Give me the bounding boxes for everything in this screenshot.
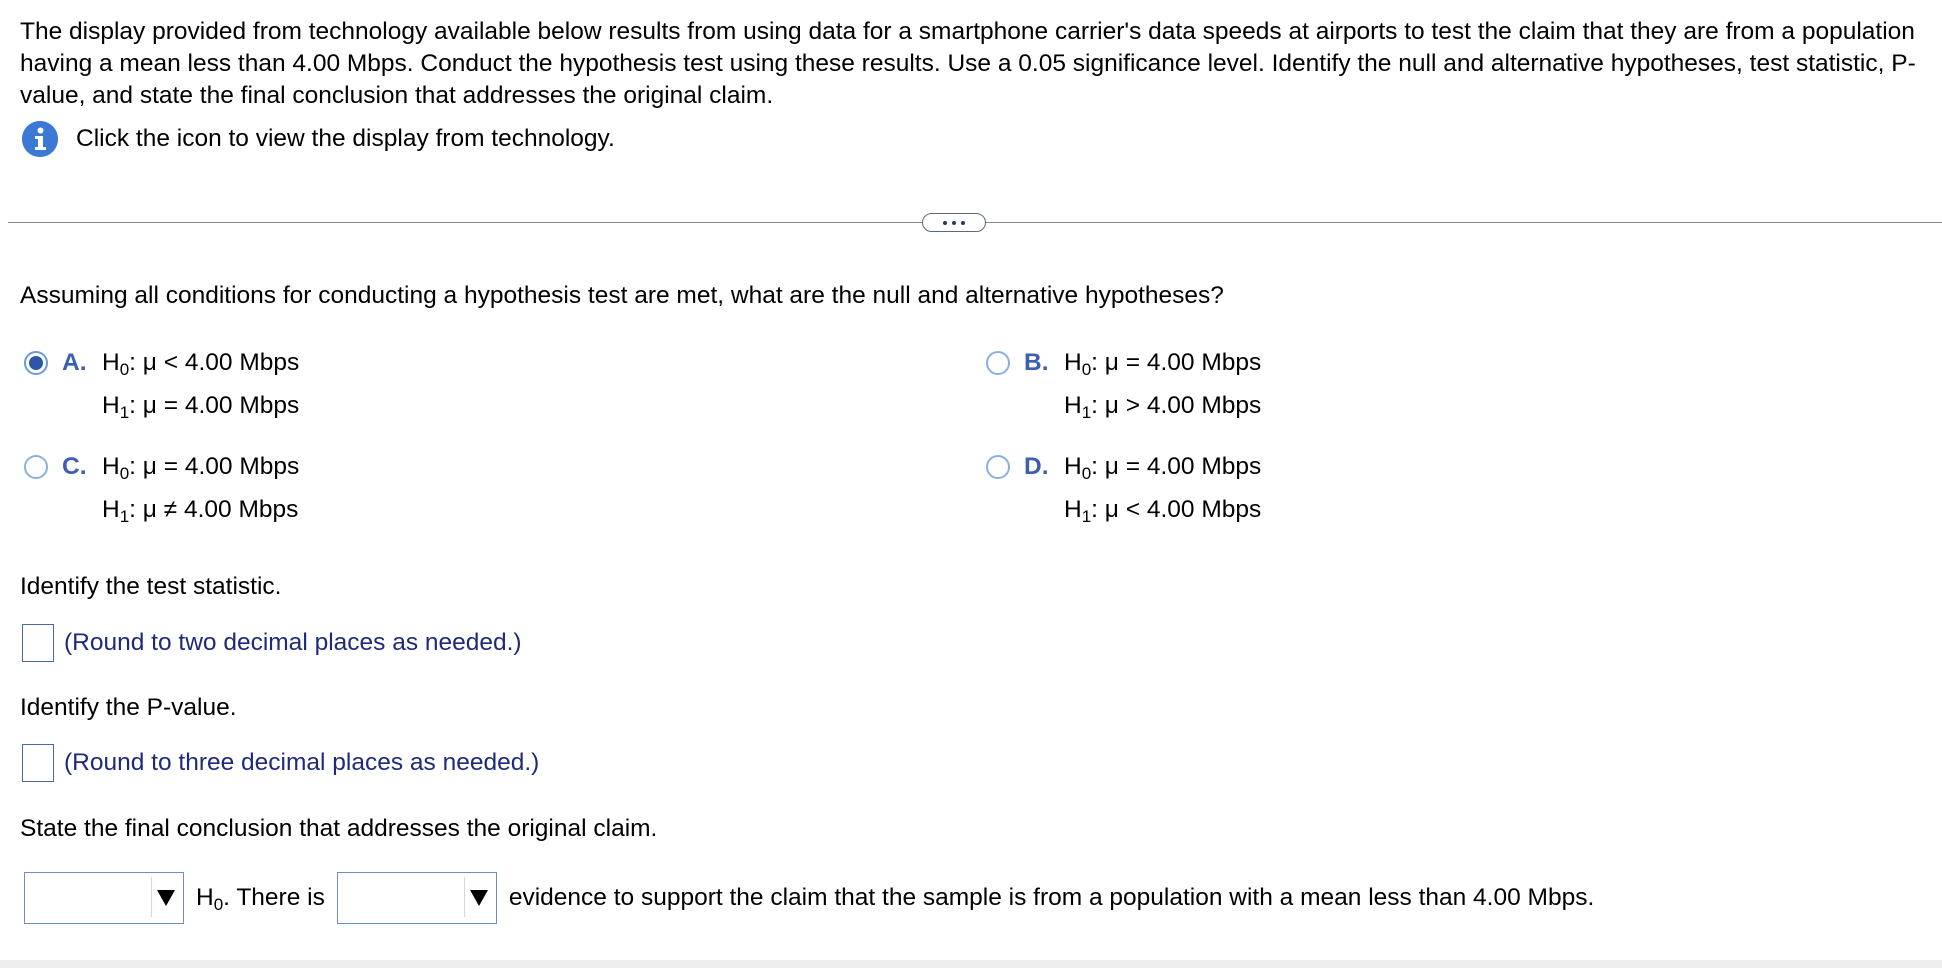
test-statistic-question: Identify the test statistic. xyxy=(20,573,282,600)
conclusion-decision-select[interactable] xyxy=(24,872,184,924)
radio-a-selected[interactable] xyxy=(24,351,48,375)
option-c-h0: $H_0$: μ = 4.00 Mbps xyxy=(102,453,300,483)
info-link-text: Click the icon to view the display from technology. xyxy=(76,125,615,152)
info-icon[interactable] xyxy=(22,121,58,157)
option-c[interactable] xyxy=(24,452,299,538)
footer-bar xyxy=(0,960,1942,968)
p-value-input[interactable] xyxy=(22,744,54,782)
test-statistic-input[interactable] xyxy=(22,624,54,662)
radio-c[interactable] xyxy=(24,455,48,479)
expand-divider-button[interactable] xyxy=(922,213,986,232)
conclusion-row xyxy=(24,872,1594,924)
conclusion-h0-text: $H_0$. There is xyxy=(196,884,325,914)
option-a-h1: $H_1$: μ = 4.00 Mbps xyxy=(102,392,300,422)
dropdown-caret-icon[interactable] xyxy=(151,877,180,917)
conclusion-tail-text: evidence to support the claim that the sample is from a population with a mean less than 4.00 Mbps. xyxy=(508,884,1595,911)
conclusion-evidence-select[interactable] xyxy=(337,872,497,924)
option-b-h0: $H_0$: μ = 4.00 Mbps xyxy=(1064,349,1262,379)
option-b-letter: B. xyxy=(1024,349,1049,376)
option-d-h1: $H_1$: μ < 4.00 Mbps xyxy=(1064,496,1262,526)
dropdown-caret-icon[interactable] xyxy=(464,877,493,917)
option-a-letter: A. xyxy=(62,349,87,376)
p-value-question: Identify the P-value. xyxy=(20,694,237,721)
option-a-h0: $H_0$: μ < 4.00 Mbps xyxy=(102,349,300,379)
p-value-hint: (Round to three decimal places as needed.) xyxy=(64,749,540,776)
option-c-h1: $H_1$: μ ≠ 4.00 Mbps xyxy=(102,496,299,526)
option-b-h1: $H_1$: μ > 4.00 Mbps xyxy=(1064,392,1262,422)
radio-d[interactable] xyxy=(986,455,1010,479)
problem-statement: The display provided from technology available below results from using data for a smartphone carrier's data speeds at airports to test the claim that they are from a population having a mean less than 4.00 Mbps. Conduct the hypothesis test using these results. Use a 0.05 significance level. Identify the null and alternative hypotheses, test statistic, P-value, and state the final conclusion that addresses the original claim. xyxy=(20,18,1916,109)
option-c-letter: C. xyxy=(62,453,87,480)
radio-b[interactable] xyxy=(986,351,1010,375)
p-value-row xyxy=(22,744,539,782)
info-row xyxy=(22,121,615,157)
option-d-h0: $H_0$: μ = 4.00 Mbps xyxy=(1064,453,1262,483)
option-b[interactable] xyxy=(986,348,1261,434)
test-statistic-hint: (Round to two decimal places as needed.) xyxy=(64,629,522,656)
hypotheses-question: Assuming all conditions for conducting a hypothesis test are met, what are the null and alternative hypotheses? xyxy=(20,282,1224,309)
option-d[interactable] xyxy=(986,452,1261,538)
test-statistic-row xyxy=(22,624,522,662)
option-a[interactable] xyxy=(24,348,299,434)
option-d-letter: D. xyxy=(1024,453,1049,480)
conclusion-question: State the final conclusion that addresses the original claim. xyxy=(20,815,658,842)
